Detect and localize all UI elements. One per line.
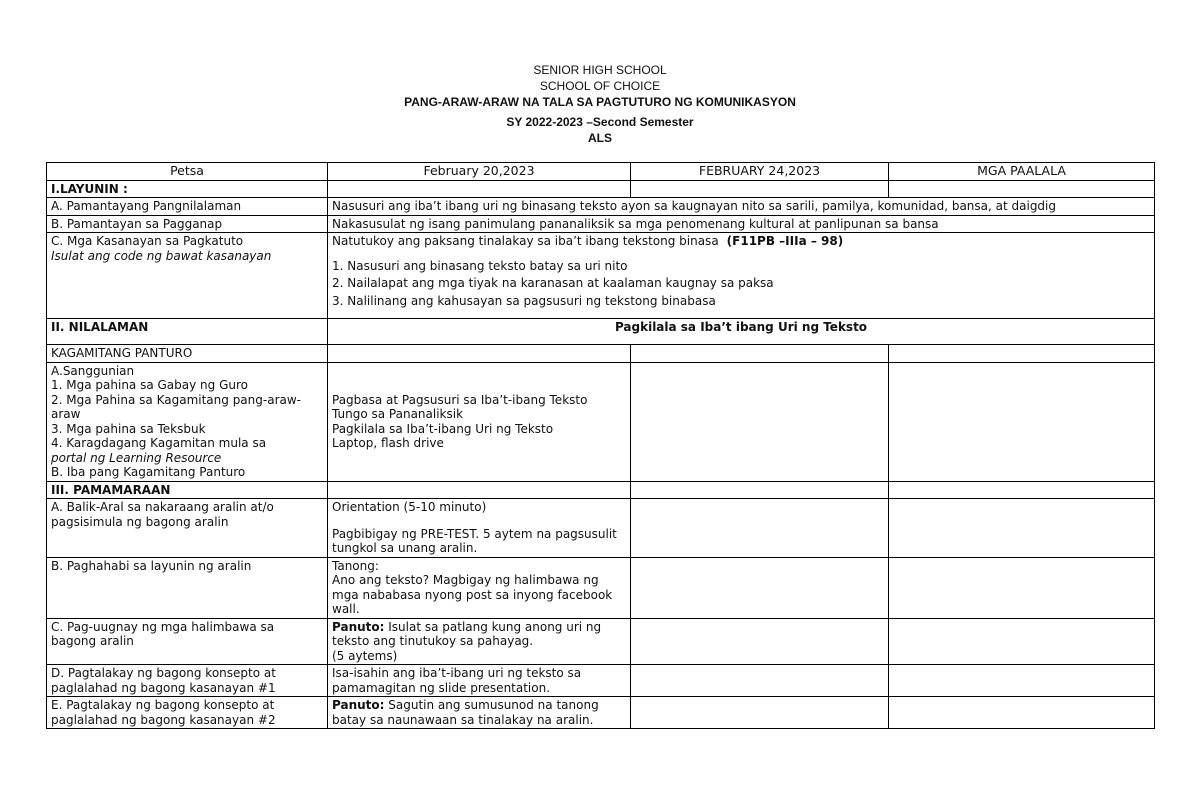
row-value: Isa-isahin ang iba’t-ibang uri ng teksto sa pamamagitan ng slide presentation.: [328, 665, 631, 697]
references-value: Tungo sa Pananaliksik: [332, 407, 464, 421]
table-row-sanggunian: [47, 362, 1155, 481]
references-line: 1. Mga pahina sa Gabay ng Guro: [51, 378, 248, 392]
table-row-nilalaman: [47, 319, 1155, 345]
section-pamamaraan: III. PAMAMARAAN: [47, 481, 328, 499]
row-value-cell: [328, 618, 631, 665]
row-value-cell: [328, 697, 631, 729]
table-header-row: [47, 163, 1155, 181]
row-value-cell: [328, 233, 1155, 319]
row-value: Nakasusulat ng isang panimulang pananaliksik sa mga penomenang kultural at panlipunan sa bansa: [328, 215, 1155, 233]
objective-item: 1. Nasusuri ang binasang teksto batay sa uri nito: [332, 258, 628, 273]
table-row-balik-aral: [47, 499, 1155, 558]
row-label: B. Paghahabi sa layunin ng aralin: [47, 557, 328, 618]
row-label: A. Pamantayang Pangnilalaman: [47, 198, 328, 216]
program-label: ALS: [588, 131, 612, 145]
lesson-plan-table: [46, 162, 1155, 729]
column-header-paalala: MGA PAALALA: [889, 163, 1155, 181]
table-row-paghahabi: [47, 557, 1155, 618]
instruction-lead: Panuto:: [332, 619, 385, 634]
competency-text: Natutukoy ang paksang tinalakay sa iba’t ibang tekstong binasa: [332, 234, 719, 248]
school-year: SY 2022-2023 –Second Semester: [506, 115, 694, 129]
references-line: 4. Karagdagang Kagamitan mula sa: [51, 436, 267, 450]
column-header-date-2: FEBRUARY 24,2023: [631, 163, 889, 181]
row-value-cell: [328, 499, 631, 558]
references-value: Pagkilala sa Iba’t-ibang Uri ng Teksto: [332, 421, 554, 436]
row-sublabel: Isulat ang code ng bawat kasanayan: [51, 248, 272, 263]
table-row-pamantayan-sa-pagganap: [47, 215, 1155, 233]
table-row-pamantayang-pangnilalaman: [47, 198, 1155, 216]
column-header-petsa: Petsa: [47, 163, 328, 181]
table-row-pagtalakay-1: [47, 665, 1155, 697]
section-nilalaman: II. NILALAMAN: [47, 319, 328, 345]
references-labels: [47, 362, 328, 481]
row-label: B. Pamantayan sa Pagganap: [47, 215, 328, 233]
instruction-text: Sagutin ang sumusunod na tanong batay sa naunawaan sa tinalakay na aralin.: [332, 698, 599, 727]
instruction-lead: Panuto:: [332, 698, 385, 712]
activity-line: Orientation (5-10 minuto): [332, 500, 487, 514]
table-row-kagamitang-panturo: [47, 345, 1155, 363]
table-row-kasanayan: [47, 233, 1155, 319]
column-header-date-1: February 20,2023: [328, 163, 631, 181]
school-level: SENIOR HIGH SCHOOL: [533, 63, 667, 77]
table-row-pag-uugnay: [47, 618, 1155, 665]
references-line: 3. Mga pahina sa Teksbuk: [51, 421, 206, 436]
instruction-note: (5 aytems): [332, 648, 398, 663]
activity-line: Ano ang teksto? Magbigay ng halimbawa ng mga nababasa nyong post sa inyong facebook wall.: [332, 573, 613, 616]
competency-intro: [332, 234, 1150, 249]
row-label: A. Balik-Aral sa nakaraang aralin at/o pagsisimula ng bagong aralin: [47, 499, 328, 558]
section-kagamitang-panturo: KAGAMITANG PANTURO: [47, 345, 328, 363]
table-row-layunin: [47, 180, 1155, 198]
references-value: Pagbasa at Pagsusuri sa Iba’t-ibang Teksto: [332, 392, 588, 407]
references-value: Laptop, flash drive: [332, 436, 444, 450]
row-label: C. Mga Kasanayan sa Pagkatuto: [51, 234, 244, 248]
document-title: PANG-ARAW-ARAW NA TALA SA PAGTUTURO NG KOMUNIKASYON: [404, 95, 796, 109]
activity-line: Tanong:: [332, 558, 379, 573]
row-label: D. Pagtalakay ng bagong konsepto at paglalahad ng bagong kasanayan #1: [47, 665, 328, 697]
table-row-pamamaraan: [47, 481, 1155, 499]
section-layunin: I.LAYUNIN :: [47, 180, 328, 198]
row-value: Nasusuri ang iba’t ibang uri ng binasang teksto ayon sa kaugnayan nito sa sarili, pamilya, komunidad, bansa, at daigdig: [328, 198, 1155, 216]
row-label: C. Pag-uugnay ng mga halimbawa sa bagong aralin: [47, 618, 328, 665]
references-values: [328, 362, 631, 481]
references-other: B. Iba pang Kagamitang Panturo: [51, 465, 246, 479]
row-label-cell: [47, 233, 328, 319]
competency-code: (F11PB –IIIa – 98): [726, 234, 844, 248]
row-value-cell: [328, 557, 631, 618]
references-line: A.Sanggunian: [51, 363, 135, 378]
instruction-text: Isulat sa patlang kung anong uri ng teksto ang tinutukoy sa pahayag.: [332, 619, 602, 648]
objective-item: 2. Nailalapat ang mga tiyak na karanasan at kaalaman kaugnay sa paksa: [332, 276, 774, 290]
row-label: E. Pagtalakay ng bagong konsepto at paglalahad ng bagong kasanayan #2: [47, 697, 328, 729]
instruction: [332, 620, 626, 649]
school-name: SCHOOL OF CHOICE: [539, 79, 661, 93]
references-portal: portal ng Learning Resource: [51, 450, 222, 465]
references-line: 2. Mga Pahina sa Kagamitang pang-araw-araw: [51, 392, 301, 421]
activity-line: Pagbibigay ng PRE-TEST. 5 aytem na pagsusulit tungkol sa unang aralin.: [332, 526, 617, 555]
table-row-pagtalakay-2: [47, 697, 1155, 729]
lesson-topic: Pagkilala sa Iba’t ibang Uri ng Teksto: [328, 319, 1155, 345]
objective-item: 3. Nalilinang ang kahusayan sa pagsusuri ng tekstong binabasa: [332, 293, 716, 308]
document-header: [0, 62, 1200, 146]
